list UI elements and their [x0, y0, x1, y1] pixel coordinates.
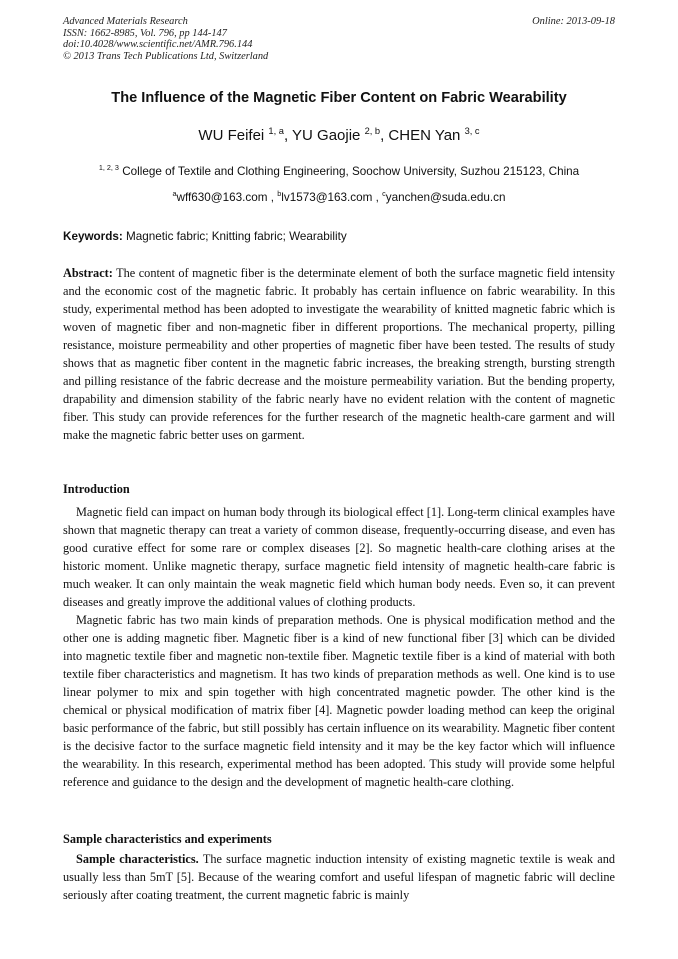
author-name: WU Feifei [198, 127, 265, 144]
copyright-line: © 2013 Trans Tech Publications Ltd, Switzerland [63, 50, 269, 62]
samples-heading: Sample characteristics and experiments [63, 832, 272, 846]
author-affil-mark: 3, c [464, 126, 480, 136]
email-mark: b [277, 189, 282, 199]
affiliation-mark: 1, 2, 3 [98, 163, 119, 173]
samples-subheading: Sample characteristics. [76, 852, 199, 866]
author-affil-mark: 1, a [268, 126, 284, 136]
introduction-body [63, 503, 615, 791]
samples-body [63, 850, 615, 904]
abstract-text: The content of magnetic fiber is the determinate element of both the surface magnetic field intensity and the economic cost of the magnetic fabric. It probably has certain influence on fabric wearability. In this study, experimental method has been adopted to investigate the wearability of knitted magnetic fabric which is woven of magnetic fiber and non-magnetic fiber in different proportions. The mechanical property, pilling resistance, moisture permeability and other properties of magnetic fiber have been tested. The results of study shows that as magnetic fiber content in the magnetic fabric increases, the breaking strength, bursting strength and pilling resistance of the fabric decrease and the moisture permeability variation. But the bending property, drapability and dimension stability of the fabric nearly have no evident relation with the content of magnetic fiber. This study can provide references for the further research of the magnetic health-care garment and will make the magnetic fabric better uses on garment. [63, 266, 615, 442]
samples-text: The surface magnetic induction intensity of existing magnetic textile is weak and usually less than 5mT [5]. Because of the wearing comfort and useful lifespan of magnetic fabric will decline seriously after coating treatment, the current magnetic fabric is mainly [63, 852, 616, 902]
doi-line[interactable]: doi:10.4028/www.scientific.net/AMR.796.144 [63, 39, 253, 50]
paragraph: Magnetic field can impact on human body through its biological effect [1]. Long-term clinical examples have shown that magnetic therapy can treat a variety of common disease, frequently-occurring disease, and even has good curative effect for some rare or complex diseases [2]. So magnetic health-care clothing arises at the historic moment. Unlike magnetic therapy, surface magnetic field intensity of magnetic health-care fabric is much weaker. It can only maintain the weak magnetic field which human body needs. Even so, it can prevent diseases and greatly improve the additional values of clothing products. [63, 505, 615, 609]
email-link[interactable]: wff630@163.com [176, 191, 268, 204]
keywords-text: Magnetic fabric; Knitting fabric; Wearability [126, 230, 347, 243]
paragraph [63, 850, 615, 904]
abstract [63, 264, 615, 444]
email-link[interactable]: lv1573@163.com [281, 191, 373, 204]
email-link[interactable]: yanchen@suda.edu.cn [385, 191, 506, 204]
introduction-heading: Introduction [63, 482, 130, 496]
author-name: YU Gaojie [292, 127, 361, 144]
affiliation [0, 165, 678, 178]
email-mark: c [382, 189, 386, 199]
journal-name: Advanced Materials Research [63, 16, 188, 27]
author-affil-mark: 2, b [364, 126, 381, 136]
email-list: $^a$wff630@163.com , $^b$lv1573@163.com , $^c$yanchen@suda.edu.cn [172, 189, 506, 204]
keywords [63, 230, 615, 243]
paragraph: Magnetic fabric has two main kinds of preparation methods. One is physical modification method and the other one is adding magnetic fiber. Magnetic fiber is a kind of new functional fiber [3] which can be divided into magnetic textile fiber and magnetic non-textile fiber. Magnetic textile fiber is a kind of material with both textile fiber characteristics and magnetism. It has two kinds of preparation methods as well. One kind is to use linear polymer to mix and spin together with high concentrated magnetic powder. The other kind is the chemical or physical modification of matrix fiber [4]. Magnetic powder loading method can keep the original basic performance of the fabric, but still possibly has certain influence on its wearability. Magnetic fiber content is the decisive factor to the surface magnetic field intensity and it may be the key factor which will influence the wearability. In this research, experimental method has been adopted. This study will provide some helpful reference and guidance to the design and the development of magnetic health-care clothing. [63, 613, 615, 789]
paper-title: The Influence of the Magnetic Fiber Content on Fabric Wearability [111, 90, 567, 106]
author-list: WU Feifei $^{1, a}$, YU Gaojie $^{2, b}$, CHEN Yan $^{3, c}$ [198, 126, 480, 144]
online-date: Online: 2013-09-18 [532, 16, 615, 27]
email-mark: a [172, 189, 177, 199]
journal-header [63, 16, 268, 62]
affiliation-text: College of Textile and Clothing Engineering, Soochow University, Suzhou 215123, China [122, 165, 580, 178]
issn-line: ISSN: 1662-8985, Vol. 796, pp 144-147 [63, 27, 227, 39]
abstract-label: Abstract: [63, 266, 113, 280]
author-name: CHEN Yan [388, 127, 461, 144]
keywords-label: Keywords: [63, 230, 123, 243]
